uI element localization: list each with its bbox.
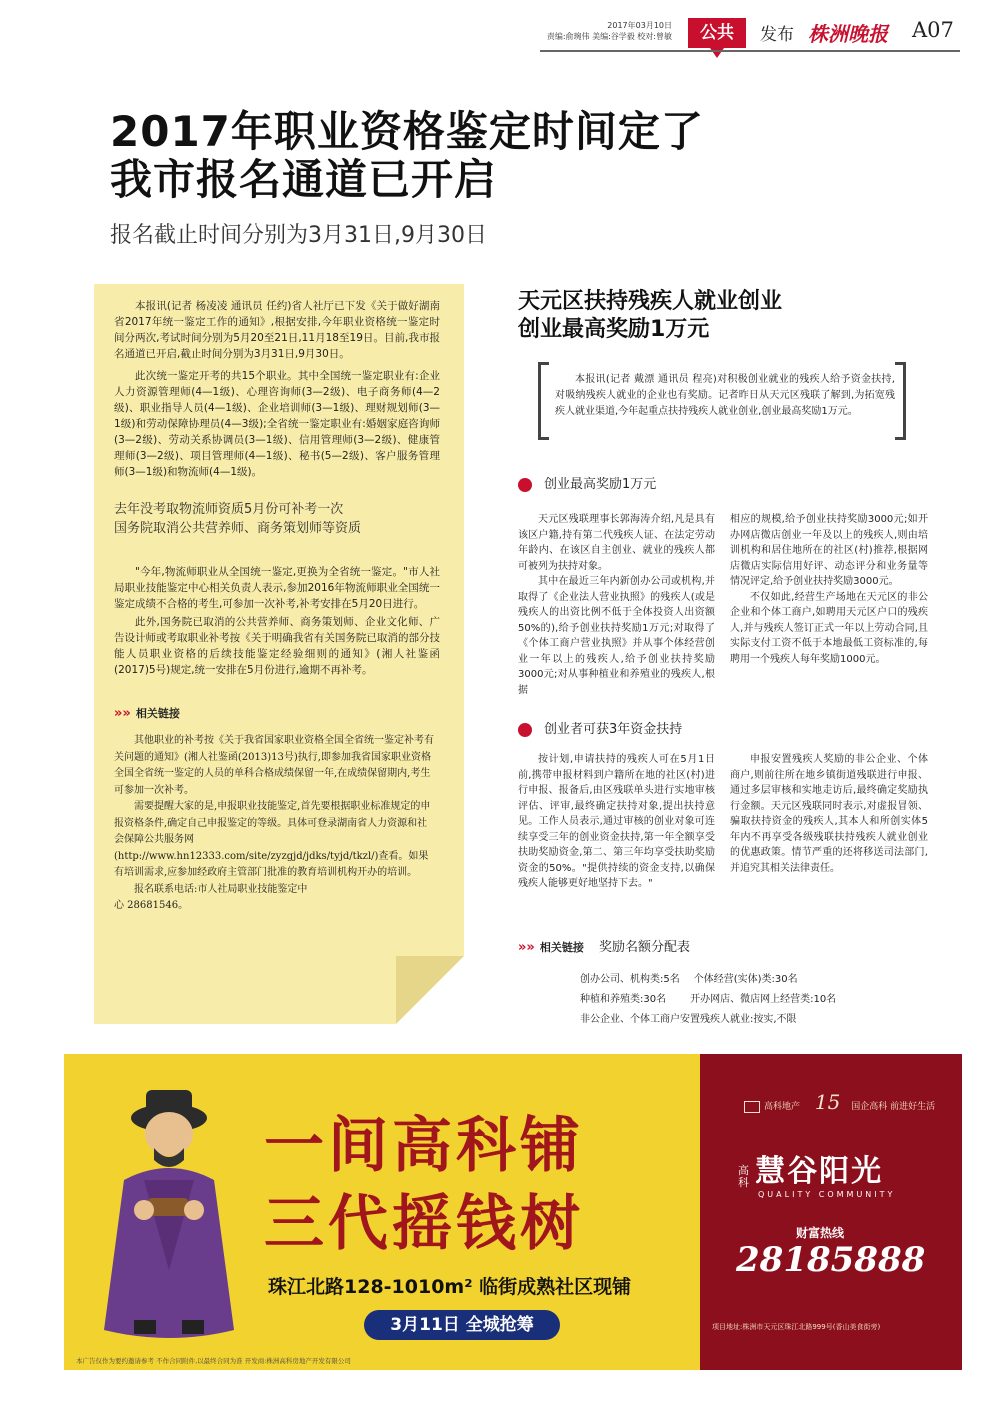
double-chevron-icon: »»: [114, 706, 131, 721]
left-para-1: 本报讯(记者 杨凌凌 通讯员 任约)省人社厅已下发《关于做好湖南省2017年统一鉴定工作的通知》,根据安排,今年职业资格统一鉴定时间分两次,考试时间分别为5月20至21日,11月18至19日。目前,我市报名通道已开启,截止时间分别为3月31日,9月30日。: [114, 300, 440, 360]
left-related-1: 其他职业的补考按《关于我省国家职业资格全国全省统一鉴定补考有关问题的通知》(湘人社鉴函(2013)13号)执行,即参加我省国家职业资格全国全省统一鉴定的人员的单科合格成绩保留一年,在成绩保留期内,考生可参加一次补考。: [114, 735, 434, 796]
headline-line2: 我市报名通道已开启: [110, 155, 498, 204]
page-number: A07: [912, 18, 954, 42]
award-table: [580, 970, 940, 1030]
right-col-2-p2: 不仅如此,经营生产场地在天元区的非公企业和个体工商户,如聘用天元区户口的残疾人,并与残疾人签订正式一年以上劳动合同,且实际支付工资不低于本地最低工资标准的,每聘用一个残疾人每年奖励1000元。: [730, 591, 928, 665]
right-lead: 本报讯(记者 戴漂 通讯员 程亮)对积极创业就业的残疾人给予资金扶持,对吸纳残疾人就业的企业也有奖励。记者昨日从天元区残联了解到,为拓宽残疾人就业渠道,今年起重点扶持残疾人就业创业,创业最高奖励1万元。: [555, 374, 895, 417]
right-headline-1: 天元区扶持残疾人就业创业: [518, 289, 783, 314]
paper-logo: 株洲晚报: [808, 22, 888, 46]
ad-brand-row: [744, 1090, 935, 1114]
left-para-3: "今年,物流师职业从全国统一鉴定,更换为全省统一鉴定。"市人社局职业技能鉴定中心相关负责人表示,参加2016年物流师职业全国统一鉴定成绩不合格的考生,可参加一次补考,补考安排在5月20日进行。: [114, 566, 440, 610]
right-col-1-p2: 其中在最近三年内新创办公司或机构,并取得了《企业法人营业执照》的残疾人(或是残疾人的出资比例不低于全体投资人出资额50%的),给予创业扶持奖励1万元;对取得了《个体工商户营业执照》并从事个体经营创业一年以上的残疾人,给予创业扶持奖励3000元;对从事种植业和养殖业的残疾人,根据: [518, 576, 715, 696]
ad-hotline: 28185888: [736, 1240, 926, 1280]
headline: [110, 108, 704, 204]
section-name: 发布: [760, 25, 794, 45]
section-tag: 公共: [688, 18, 746, 48]
ad-hotline-label: 财富热线: [796, 1226, 845, 1240]
header-divider: [540, 50, 960, 52]
right-section-1-title: 创业最高奖励1万元: [544, 477, 657, 492]
right-col-2: [730, 512, 928, 667]
ad-date-badge: 3月11日 全城抢筹: [364, 1310, 560, 1340]
header-editors: 责编:俞琬伟 美编:谷学毅 校对:曾敏: [546, 32, 672, 41]
headline-subtitle: 报名截止时间分别为3月31日,9月30日: [110, 223, 487, 248]
award-row-5: 非公企业、个体工商户安置残疾人就业:按实,不限: [580, 1014, 797, 1025]
left-para-2: 此次统一鉴定开考的共15个职业。其中全国统一鉴定职业有:企业人力资源管理师(4—1级)、心理咨询师(3—2级)、电子商务师(4—2级)、职业指导人员(4—1级)、企业培训师(3—1级)、理财规划师(3—1级)和劳动保障协理员(4—3级);全省统一鉴定职业有:婚姻家庭咨询师(3—2级)、劳动关系协调员(3—1级)、信用管理师(3—2级)、健康管理师(3—2级)、项目管理师(4—1级)、秘书(5—2级)、客户服务管理师(3—1级)和物流师(4—1级)。: [114, 370, 440, 478]
lead-bracket-left: [538, 362, 549, 440]
left-related-2: 需要提醒大家的是,申报职业技能鉴定,首先要根据职业标准规定的申报资格条件,确定自己申报鉴定的等级。具体可登录湖南省人力资源和社会保障公共服务网(http://www.hn12333.com/site/zyzgjd/jdks/tyjd/tkzl/)查看。如果有培训需求,应参加经政府主管部门批准的教育培训机构开办的培训。: [114, 801, 431, 878]
left-related-link-label: 相关链接: [135, 707, 180, 720]
right-section-1: [518, 473, 656, 492]
double-chevron-icon: »»: [518, 940, 535, 955]
ad-project-prefix: 高科: [738, 1163, 749, 1189]
ad-address: 项目地址:株洲市天元区珠江北路999号(香山美食街旁): [712, 1323, 881, 1331]
red-dot-icon: [518, 478, 532, 492]
right-section-2: [518, 718, 682, 737]
right-col-1-p1: 天元区残联理事长郭海涛介绍,凡是具有该区户籍,持有第二代残疾人证、在法定劳动年龄内、在该区自主创业、就业的残疾人都可被列为扶持对象。: [518, 514, 715, 572]
left-article: [114, 298, 440, 915]
ad-tagline: 珠江北路128-1010m² 临街成熟社区现铺: [268, 1276, 632, 1298]
header-date: 2017年03月10日: [607, 21, 672, 30]
right-col-4: 申报安置残疾人奖励的非公企业、个体商户,则前往所在地乡镇街道残联进行申报、通过多层审核和实地走访后,最终确定奖励执行金额。天元区残联同时表示,对虚报冒领、骗取扶持资金的残疾人,其本人和所创实体5年内不再享受各级残联扶持残疾人就业创业的优惠政策。情节严重的还将移送司法部门,并追究其相关法律责任。: [730, 754, 928, 874]
left-related-link-header: [114, 702, 440, 721]
header-meta: [540, 20, 672, 42]
right-related-link-header: [518, 936, 690, 955]
award-row-4: 开办网店、微店网上经营类:10名: [690, 994, 837, 1005]
left-para-4: 此外,国务院已取消的公共营养师、商务策划师、企业文化师、广告设计师或考取职业补考按《关于明确我省有关国务院已取消的部分技能人员职业资格的后续技能鉴定经验细则的通知》(湘人社鉴函(2017)5号)规定,统一安排在5月份进行,逾期不再补考。: [114, 616, 440, 676]
award-table-title: 奖励名额分配表: [598, 940, 690, 955]
right-section-2-title: 创业者可获3年资金扶持: [544, 722, 683, 737]
award-row-3: 种植和养殖类:30名: [580, 994, 667, 1005]
left-subheading: [114, 500, 440, 538]
right-col-2-p1: 相应的规模,给予创业扶持奖励3000元;如开办网店微店创业一年及以上的残疾人,则由培训机构和居住地所在的社区(村)推荐,根据网店微店实际信用好评、动态评分和业务量等情况评定,给予创业扶持奖励3000元。: [730, 514, 928, 587]
right-headline: [518, 288, 782, 344]
ad-brand: 高科地产: [764, 1102, 801, 1112]
headline-line1: 2017年职业资格鉴定时间定了: [110, 107, 704, 156]
ad-years: 15: [814, 1090, 841, 1114]
award-row-1: 创办公司、机构类:5名: [580, 974, 680, 985]
ad-headline-1: 一间高科铺: [264, 1111, 584, 1181]
award-row-2: 个体经营(实体)类:30名: [693, 974, 798, 985]
left-subheading-1: 去年没考取物流师资质5月份可补考一次: [114, 502, 344, 517]
right-col-1: [518, 512, 715, 698]
ad-fine-print: 本广告仅作为要约邀请参考 不作合同附件,以最终合同为准 开发商:株洲高科房地产开发有限公司: [76, 1357, 351, 1365]
brand-logo-icon: [744, 1101, 760, 1113]
left-subheading-2: 国务院取消公共营养师、商务策划师等资质: [114, 521, 362, 536]
ad-headline-2: 三代摇钱树: [264, 1189, 584, 1259]
right-headline-2: 创业最高奖励1万元: [518, 317, 710, 342]
scholar-figure-icon: [84, 1070, 254, 1350]
left-related-3: 报名联系电话:市人社局职业技能鉴定中心 28681546。: [114, 883, 308, 911]
ad-project-name-en: QUALITY COMMUNITY: [758, 1190, 896, 1199]
ad-slogan: 国企高科 前进好生活: [851, 1102, 936, 1112]
right-col-3: 按计划,申请扶持的残疾人可在5月1日前,携带申报材料到户籍所在地的社区(村)进行申报、报备后,由区残联单头进行实地审核评估、评审,最终确定扶持对象,提出扶持意见。工作人员表示,通过审核的创业对象可连续享受三年的创业资金扶持,第一年全额享受扶助奖励资金,第二、第三年均享受扶助奖励资金的50%。"提供持续的资金支持,以确保残疾人能够更好地坚持下去。": [518, 754, 715, 889]
right-related-link-label: 相关链接: [539, 941, 584, 954]
ad-project-name-block: [738, 1146, 895, 1199]
red-dot-icon: [518, 723, 532, 737]
ad-project-name: 慧谷阳光: [755, 1154, 884, 1189]
lead-bracket-right: [895, 362, 906, 440]
